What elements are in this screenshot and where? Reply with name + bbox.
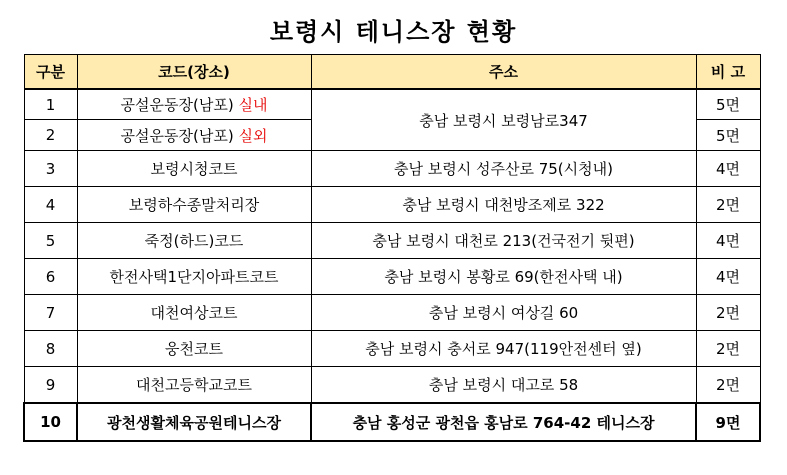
row-note: 4면: [696, 259, 760, 295]
row-address: 충남 보령시 대천방조제로 322: [311, 187, 696, 223]
row-no: 6: [24, 259, 77, 295]
table-header-row: [24, 55, 760, 90]
row-no: 1: [24, 89, 77, 120]
row-address: 충남 보령시 여상길 60: [311, 295, 696, 331]
row-place: [77, 89, 311, 120]
row-place: 보령시청코트: [77, 151, 311, 187]
place-tag: 실외: [238, 126, 268, 145]
row-place: [77, 120, 311, 151]
table-row: [24, 187, 760, 223]
table-row: [24, 223, 760, 259]
row-note: 4면: [696, 223, 760, 259]
row-note: 5면: [696, 89, 760, 120]
row-address: 충남 보령시 성주산로 75(시청내): [311, 151, 696, 187]
row-place: 광천생활체육공원테니스장: [77, 403, 311, 441]
row-place: 대천고등학교코트: [77, 367, 311, 404]
table-row: [24, 259, 760, 295]
row-place: 보령하수종말처리장: [77, 187, 311, 223]
row-address: 충남 홍성군 광천읍 홍남로 764-42 테니스장: [311, 403, 696, 441]
table-row-highlighted: [24, 403, 760, 441]
header-place: 코드(장소): [77, 55, 311, 90]
row-no: 7: [24, 295, 77, 331]
page-title: 보령시 테니스장 현황: [269, 17, 518, 46]
row-no: 5: [24, 223, 77, 259]
row-no: 8: [24, 331, 77, 367]
row-address: 충남 보령시 보령남로347: [311, 89, 696, 151]
row-no: 2: [24, 120, 77, 151]
row-address: 충남 보령시 대고로 58: [311, 367, 696, 404]
header-address: 주소: [311, 55, 696, 90]
row-note: 2면: [696, 367, 760, 404]
table-row: [24, 151, 760, 187]
table-row: [24, 367, 760, 404]
table-row: [24, 295, 760, 331]
row-address: 충남 보령시 충서로 947(119안전센터 옆): [311, 331, 696, 367]
row-place: 대천여상코트: [77, 295, 311, 331]
row-note: 9면: [696, 403, 760, 441]
tennis-court-table: [23, 54, 761, 442]
row-no: 3: [24, 151, 77, 187]
row-address: 충남 보령시 봉황로 69(한전사택 내): [311, 259, 696, 295]
header-no: 구분: [24, 55, 77, 90]
row-place: 웅천코트: [77, 331, 311, 367]
header-note: 비 고: [696, 55, 760, 90]
place-name: 공설운동장(남포): [120, 126, 234, 145]
row-place: 한전사택1단지아파트코트: [77, 259, 311, 295]
row-note: 2면: [696, 331, 760, 367]
place-name: 공설운동장(남포): [120, 96, 234, 114]
row-note: 2면: [696, 187, 760, 223]
row-place: 죽정(하드)코드: [77, 223, 311, 259]
row-address: 충남 보령시 대천로 213(건국전기 뒷편): [311, 223, 696, 259]
row-no: 4: [24, 187, 77, 223]
row-no: 10: [24, 403, 77, 441]
row-note: 2면: [696, 295, 760, 331]
row-no: 9: [24, 367, 77, 404]
row-note: 5면: [696, 120, 760, 151]
table-row: [24, 89, 760, 120]
place-tag: 실내: [238, 96, 268, 114]
table-row: [24, 331, 760, 367]
row-note: 4면: [696, 151, 760, 187]
